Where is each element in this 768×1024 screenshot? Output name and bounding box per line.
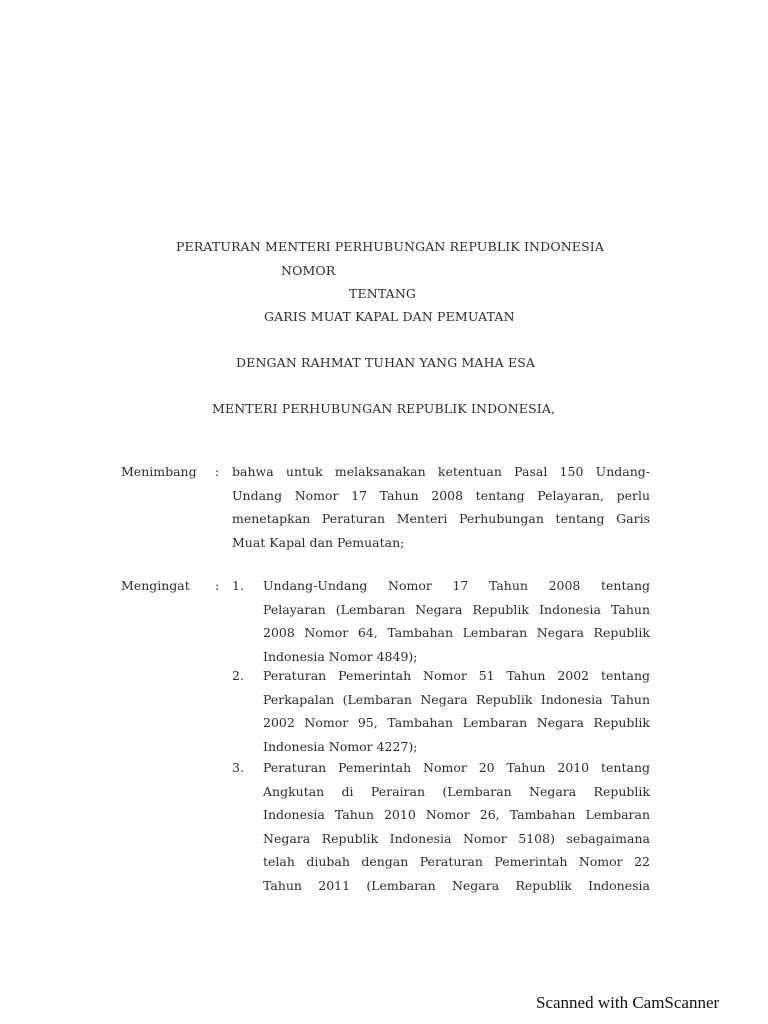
regulation-title: PERATURAN MENTERI PERHUBUNGAN REPUBLIK INDONESIA xyxy=(176,239,605,254)
minister-line: MENTERI PERHUBUNGAN REPUBLIK INDONESIA, xyxy=(212,401,556,416)
menimbang-colon: : xyxy=(215,464,220,479)
mengingat-item-2 xyxy=(263,664,650,758)
mengingat-line: Indonesia Nomor 4227); xyxy=(263,738,418,754)
mengingat-line: Negara Republik Indonesia Nomor 5108) sebagaimana xyxy=(263,830,650,846)
mengingat-item-number: 2. xyxy=(232,668,244,683)
menimbang-line: Muat Kapal dan Pemuatan; xyxy=(232,534,405,550)
mengingat-line: Tahun 2011 (Lembaran Negara Republik Indonesia xyxy=(263,877,650,893)
regulation-subject-label: TENTANG xyxy=(349,286,417,301)
mengingat-line: telah diubah dengan Peraturan Pemerintah Nomor 22 xyxy=(263,854,650,869)
mengingat-label: Mengingat xyxy=(121,578,190,593)
menimbang-label: Menimbang xyxy=(121,464,197,479)
menimbang-paragraph xyxy=(232,460,650,554)
mengingat-line: Indonesia Nomor 4849); xyxy=(263,648,418,664)
mengingat-line: Peraturan Pemerintah Nomor 20 Tahun 2010 tentang xyxy=(263,760,650,775)
mengingat-line: Undang-Undang Nomor 17 Tahun 2008 tentang xyxy=(263,578,650,593)
menimbang-line: menetapkan Peraturan Menteri Perhubungan tentang Garis xyxy=(232,511,650,526)
mengingat-line: 2008 Nomor 64, Tambahan Lembaran Negara Republik xyxy=(263,625,650,640)
camscanner-watermark: Scanned with CamScanner xyxy=(536,993,720,1012)
menimbang-line: bahwa untuk melaksanakan ketentuan Pasal 150 Undang- xyxy=(232,464,650,479)
mengingat-item-1 xyxy=(263,574,650,668)
mengingat-item-number: 1. xyxy=(232,578,244,593)
menimbang-line: Undang Nomor 17 Tahun 2008 tentang Pelayaran, perlu xyxy=(232,487,650,503)
mengingat-item-3 xyxy=(263,756,650,897)
mengingat-line: Pelayaran (Lembaran Negara Republik Indonesia Tahun xyxy=(263,601,650,617)
mengingat-line: Indonesia Tahun 2010 Nomor 26, Tambahan Lembaran xyxy=(263,807,650,822)
mengingat-line: Angkutan di Perairan (Lembaran Negara Republik xyxy=(263,783,650,799)
invocation-line: DENGAN RAHMAT TUHAN YANG MAHA ESA xyxy=(236,355,536,370)
regulation-number-label: NOMOR xyxy=(281,263,336,278)
mengingat-line: 2002 Nomor 95, Tambahan Lembaran Negara Republik xyxy=(263,715,650,730)
mengingat-line: Perkapalan (Lembaran Negara Republik Indonesia Tahun xyxy=(263,691,650,707)
mengingat-item-number: 3. xyxy=(232,760,244,775)
mengingat-colon: : xyxy=(215,578,220,593)
mengingat-line: Peraturan Pemerintah Nomor 51 Tahun 2002 tentang xyxy=(263,668,650,683)
regulation-subject: GARIS MUAT KAPAL DAN PEMUATAN xyxy=(264,309,515,324)
